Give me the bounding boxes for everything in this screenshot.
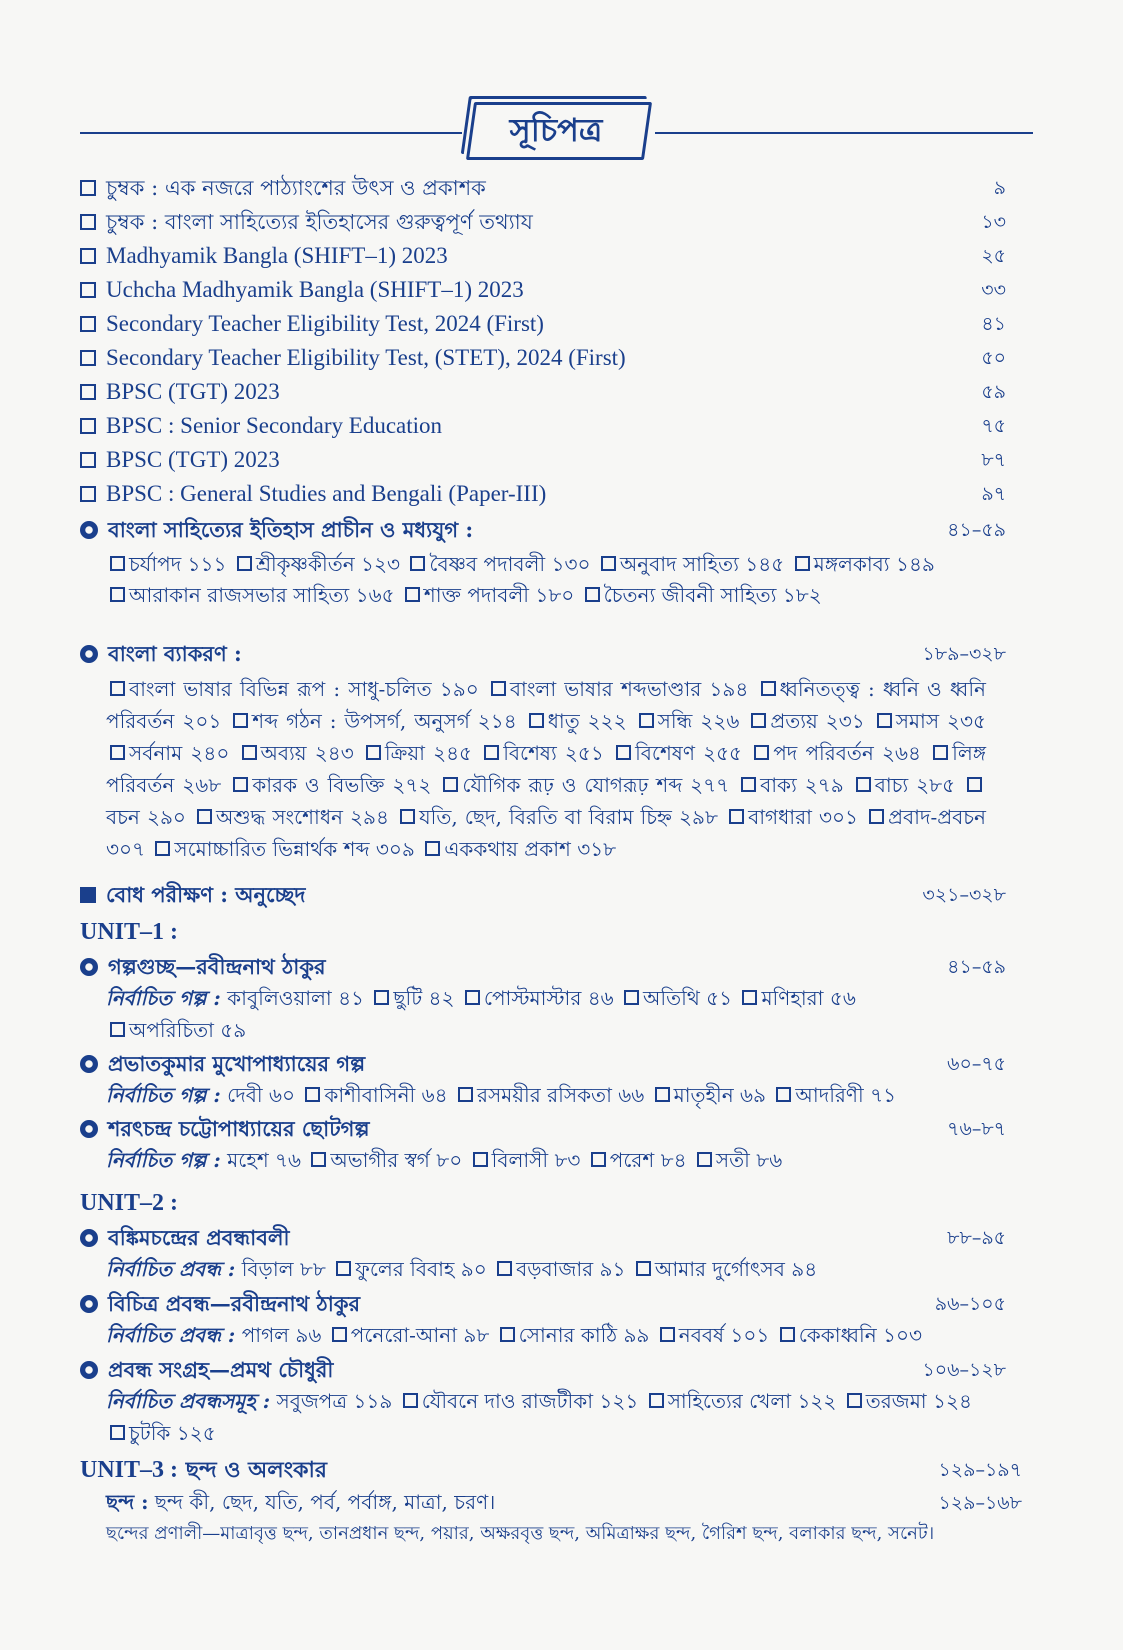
bullet-icon bbox=[80, 958, 98, 976]
checkbox-icon bbox=[155, 841, 170, 856]
checkbox-icon bbox=[776, 1087, 791, 1102]
checkbox-icon bbox=[639, 713, 654, 728]
bullet-icon bbox=[80, 1120, 98, 1138]
bullet-icon bbox=[80, 1295, 98, 1313]
toc-item[interactable]: BPSC : General Studies and Bengali (Paper-III) ৯৭ bbox=[80, 477, 1016, 511]
checkbox-icon bbox=[473, 1152, 488, 1167]
checkbox-icon bbox=[443, 777, 458, 792]
checkbox-icon bbox=[80, 418, 96, 434]
page-title: সূচিপত্র bbox=[509, 111, 603, 149]
checkbox-icon bbox=[585, 587, 600, 602]
checkbox-icon bbox=[110, 1425, 125, 1440]
checkbox-icon bbox=[754, 745, 769, 760]
bullet-icon bbox=[80, 645, 98, 663]
checkbox-icon bbox=[458, 1087, 473, 1102]
unit2-pramatha-essays: নির্বাচিত প্রবন্ধসমূহ : সবুজপত্র ১১৯ যৌবনে দাও রাজটীকা ১২১ সাহিত্যের খেলা ১২২ তরজমা ১২৪ চুটকি ১২৫ bbox=[106, 1389, 972, 1445]
unit3-chhanda-line: ছন্দ : ছন্দ কী, ছেদ, যতি, পর্ব, পর্বাঙ্গ, মাত্রা, চরণ। bbox=[106, 1490, 496, 1514]
page-range: ৪১–৫৯ bbox=[947, 956, 1006, 978]
checkbox-icon bbox=[425, 841, 440, 856]
page-number: ৩৩ bbox=[981, 279, 1006, 301]
bullet-icon bbox=[80, 521, 98, 539]
checkbox-icon bbox=[529, 713, 544, 728]
checkbox-icon bbox=[847, 1393, 862, 1408]
checkbox-icon bbox=[80, 214, 96, 230]
checkbox-icon bbox=[400, 809, 415, 824]
toc-item[interactable]: চুম্বক : বাংলা সাহিত্যের ইতিহাসের গুরুত্বপূর্ণ তথ্যায ১৩ bbox=[80, 205, 1016, 239]
checkbox-icon bbox=[742, 990, 757, 1005]
unit2-bichitra-essays: নির্বাচিত প্রবন্ধ : পাগল ৯৬ পনেরো-আনা ৯৮ সোনার কাঠি ৯৯ নববর্ষ ১০১ কেকাধ্বনি ১০৩ bbox=[106, 1323, 923, 1347]
checkbox-icon bbox=[336, 1261, 351, 1276]
checkbox-icon bbox=[374, 990, 389, 1005]
page-number: ২৫ bbox=[981, 245, 1006, 267]
unit1-saratchandra-stories: নির্বাচিত গল্প : মহেশ ৭৬ অভাগীর স্বর্গ ৮০ বিলাসী ৮৩ পরেশ ৮৪ সতী ৮৬ bbox=[106, 1148, 783, 1172]
checkbox-icon bbox=[869, 809, 884, 824]
unit3-chhanda-system: ছন্দের প্রণালী—মাত্রাবৃত্ত ছন্দ, তানপ্রধান ছন্দ, পয়ার, অক্ষরবৃত্ত ছন্দ, অমিত্রাক্ষর ছন্দ, গৈরিশ ছন্দ, বলাকার ছন্দ, সনেট। bbox=[106, 1523, 935, 1544]
toc-item[interactable]: Secondary Teacher Eligibility Test, (STET), 2024 (First) ৫০ bbox=[80, 341, 1016, 375]
bullet-icon bbox=[80, 1361, 98, 1379]
checkbox-icon bbox=[465, 990, 480, 1005]
page-range: ১৮৯–৩২৮ bbox=[922, 643, 1006, 665]
checkbox-icon bbox=[660, 1327, 675, 1342]
page-number: ১৩ bbox=[981, 211, 1006, 233]
section-history[interactable]: বাংলা সাহিত্যের ইতিহাস প্রাচীন ও মধ্যযুগ : ৪১–৫৯ bbox=[80, 513, 1016, 547]
checkbox-icon bbox=[80, 180, 96, 196]
checkbox-icon bbox=[491, 681, 506, 696]
history-topics: চর্যাপদ ১১১ শ্রীকৃষ্ণকীর্তন ১২৩ বৈষ্ণব পদাবলী ১৩০ অনুবাদ সাহিত্য ১৪৫ মঙ্গলকাব্য ১৪৯ আরাকান রাজসভার সাহিত্য ১৬৫ শাক্ত পদাবলী ১৮০ চৈতন্য জীবনী সাহিত্য ১৮২ bbox=[106, 549, 986, 611]
checkbox-icon bbox=[80, 350, 96, 366]
checkbox-icon bbox=[110, 745, 125, 760]
unit1-galpaguchha[interactable]: গল্পগুচ্ছ—রবীন্দ্রনাথ ঠাকুর ৪১–৫৯ bbox=[80, 950, 1016, 984]
checkbox-icon bbox=[636, 1261, 651, 1276]
checkbox-icon bbox=[624, 990, 639, 1005]
page-range: ৬০–৭৫ bbox=[947, 1053, 1006, 1075]
checkbox-icon bbox=[403, 1393, 418, 1408]
page-number: ৮৭ bbox=[981, 449, 1006, 471]
page-number: ৭৫ bbox=[981, 415, 1006, 437]
unit1-prabhatkumar[interactable]: প্রভাতকুমার মুখোপাধ্যায়ের গল্প ৬০–৭৫ bbox=[80, 1047, 1016, 1081]
checkbox-icon bbox=[500, 1327, 515, 1342]
checkbox-icon bbox=[856, 777, 871, 792]
unit2-bichitra[interactable]: বিচিত্র প্রবন্ধ—রবীন্দ্রনাথ ঠাকুর ৯৬–১০৫ bbox=[80, 1287, 1016, 1321]
page-range: ৮৮–৯৫ bbox=[947, 1227, 1006, 1249]
checkbox-icon bbox=[233, 713, 248, 728]
toc-item[interactable]: BPSC (TGT) 2023 ৮৭ bbox=[80, 443, 1016, 477]
checkbox-icon bbox=[780, 1327, 795, 1342]
checkbox-icon bbox=[80, 452, 96, 468]
heading-rule-left bbox=[80, 132, 462, 134]
checkbox-icon bbox=[751, 713, 766, 728]
toc-item[interactable]: Madhyamik Bangla (SHIFT–1) 2023 ২৫ bbox=[80, 239, 1016, 273]
checkbox-icon bbox=[110, 587, 125, 602]
checkbox-icon bbox=[967, 777, 982, 792]
checkbox-icon bbox=[410, 556, 425, 571]
page-range: ৪১–৫৯ bbox=[947, 519, 1006, 541]
toc-item[interactable]: Secondary Teacher Eligibility Test, 2024 (First) ৪১ bbox=[80, 307, 1016, 341]
grammar-topics: বাংলা ভাষার বিভিন্ন রূপ : সাধু-চলিত ১৯০ বাংলা ভাষার শব্দভাণ্ডার ১৯৪ ধ্বনিতত্ত্ব : ধ্বনি ও ধ্বনি পরিবর্তন ২০১ শব্দ গঠন : উপসর্গ, অনুসর্গ ২১৪ ধাতু ২২২ সন্ধি ২২৬ প্রত্যয় ২৩১ সমাস ২৩৫ সর্বনাম ২৪০ অব্যয় ২৪৩ ক্রিয়া ২৪৫ বিশেষ্য ২৫১ বিশেষণ ২৫৫ পদ পরিবর্তন ২৬৪ লিঙ্গ পরিবর্তন ২৬৮ কারক ও বিভক্তি ২৭২ যৌগিক রূঢ় ও যোগরূঢ় শব্দ ২৭৭ বাক্য ২৭৯ বাচ্য ২৮৫ বচন ২৯০ অশুদ্ধ সংশোধন ২৯৪ যতি, ছেদ, বিরতি বা বিরাম চিহ্ন ২৯৮ বাগধারা ৩০১ প্রবাদ-প্রবচন ৩০৭ সমোচ্চারিত ভিন্নার্থক শব্দ ৩০৯ এককথায় প্রকাশ ৩১৮ bbox=[106, 677, 987, 861]
checkbox-icon bbox=[110, 681, 125, 696]
checkbox-icon bbox=[933, 745, 948, 760]
bullet-icon bbox=[80, 1055, 98, 1073]
checkbox-icon bbox=[80, 282, 96, 298]
unit1-saratchandra[interactable]: শরৎচন্দ্র চট্টোপাধ্যায়ের ছোটগল্প ৭৬–৮৭ bbox=[80, 1112, 1016, 1146]
page-number: ৫০ bbox=[981, 347, 1006, 369]
page-number: ৪১ bbox=[981, 313, 1006, 335]
page-number: ৫৯ bbox=[981, 381, 1006, 403]
checkbox-icon bbox=[80, 316, 96, 332]
checkbox-icon bbox=[761, 681, 776, 696]
checkbox-icon bbox=[697, 1152, 712, 1167]
unit-1-heading: UNIT–1 : bbox=[80, 919, 179, 945]
bullet-icon bbox=[80, 1229, 98, 1247]
checkbox-icon bbox=[484, 745, 499, 760]
heading-rule-right bbox=[655, 132, 1033, 134]
square-bullet-icon bbox=[80, 887, 96, 903]
checkbox-icon bbox=[497, 1261, 512, 1276]
toc-item[interactable]: Uchcha Madhyamik Bangla (SHIFT–1) 2023 ৩৩ bbox=[80, 273, 1016, 307]
section-comprehension[interactable]: বোধ পরীক্ষণ : অনুচ্ছেদ ৩২১–৩২৮ bbox=[80, 878, 1016, 912]
section-grammar[interactable]: বাংলা ব্যাকরণ : ১৮৯–৩২৮ bbox=[80, 637, 1016, 671]
page-range: ৭৬–৮৭ bbox=[947, 1118, 1006, 1140]
checkbox-icon bbox=[591, 1152, 606, 1167]
toc-item[interactable]: চুম্বক : এক নজরে পাঠ্যাংশের উৎস ও প্রকাশক ৯ bbox=[80, 171, 1016, 205]
checkbox-icon bbox=[233, 777, 248, 792]
page-range: ১০৬–১২৮ bbox=[922, 1359, 1006, 1381]
checkbox-icon bbox=[655, 1087, 670, 1102]
checkbox-icon bbox=[405, 587, 420, 602]
toc-item[interactable]: BPSC : Senior Secondary Education ৭৫ bbox=[80, 409, 1016, 443]
checkbox-icon bbox=[616, 745, 631, 760]
checkbox-icon bbox=[601, 556, 616, 571]
page-range: ৩২১–৩২৮ bbox=[922, 884, 1006, 906]
checkbox-icon bbox=[80, 486, 96, 502]
checkbox-icon bbox=[366, 745, 381, 760]
unit3-range: ১২৯–১৯৭ bbox=[938, 1459, 1022, 1481]
unit2-bankimchandra-essays: নির্বাচিত প্রবন্ধ : বিড়াল ৮৮ ফুলের বিবাহ ৯০ বড়বাজার ৯১ আমার দুর্গোৎসব ৯৪ bbox=[106, 1257, 818, 1281]
page-number: ৯ bbox=[993, 177, 1006, 199]
unit2-pramatha[interactable]: প্রবন্ধ সংগ্রহ—প্রমথ চৌধুরী ১০৬–১২৮ bbox=[80, 1353, 1016, 1387]
unit1-prabhatkumar-stories: নির্বাচিত গল্প : দেবী ৬০ কাশীবাসিনী ৬৪ রসময়ীর রসিকতা ৬৬ মাতৃহীন ৬৯ আদরিণী ৭১ bbox=[106, 1083, 897, 1107]
checkbox-icon bbox=[110, 556, 125, 571]
checkbox-icon bbox=[110, 1022, 125, 1037]
checkbox-icon bbox=[332, 1327, 347, 1342]
checkbox-icon bbox=[729, 809, 744, 824]
unit-2-heading: UNIT–2 : bbox=[80, 1190, 179, 1216]
page-range: ৯৬–১০৫ bbox=[934, 1293, 1006, 1315]
checkbox-icon bbox=[311, 1152, 326, 1167]
checkbox-icon bbox=[877, 713, 892, 728]
unit1-galpaguchha-stories: নির্বাচিত গল্প : কাবুলিওয়ালা ৪১ ছুটি ৪২ পোস্টমাস্টার ৪৬ অতিথি ৫১ মণিহারা ৫৬ অপরিচিতা ৫৯ bbox=[106, 986, 856, 1042]
checkbox-icon bbox=[197, 809, 212, 824]
checkbox-icon bbox=[649, 1393, 664, 1408]
checkbox-icon bbox=[795, 556, 810, 571]
unit3-chhanda-range: ১২৯–১৬৮ bbox=[938, 1492, 1022, 1514]
checkbox-icon bbox=[242, 745, 257, 760]
page-number: ৯৭ bbox=[981, 483, 1006, 505]
unit-3-heading[interactable]: UNIT–3 : ছন্দ ও অলংকার bbox=[80, 1457, 327, 1483]
checkbox-icon bbox=[237, 556, 252, 571]
checkbox-icon bbox=[305, 1087, 320, 1102]
toc-item[interactable]: BPSC (TGT) 2023 ৫৯ bbox=[80, 375, 1016, 409]
unit2-bankimchandra[interactable]: বঙ্কিমচন্দ্রের প্রবন্ধাবলী ৮৮–৯৫ bbox=[80, 1221, 1016, 1255]
checkbox-icon bbox=[80, 248, 96, 264]
checkbox-icon bbox=[741, 777, 756, 792]
checkbox-icon bbox=[80, 384, 96, 400]
